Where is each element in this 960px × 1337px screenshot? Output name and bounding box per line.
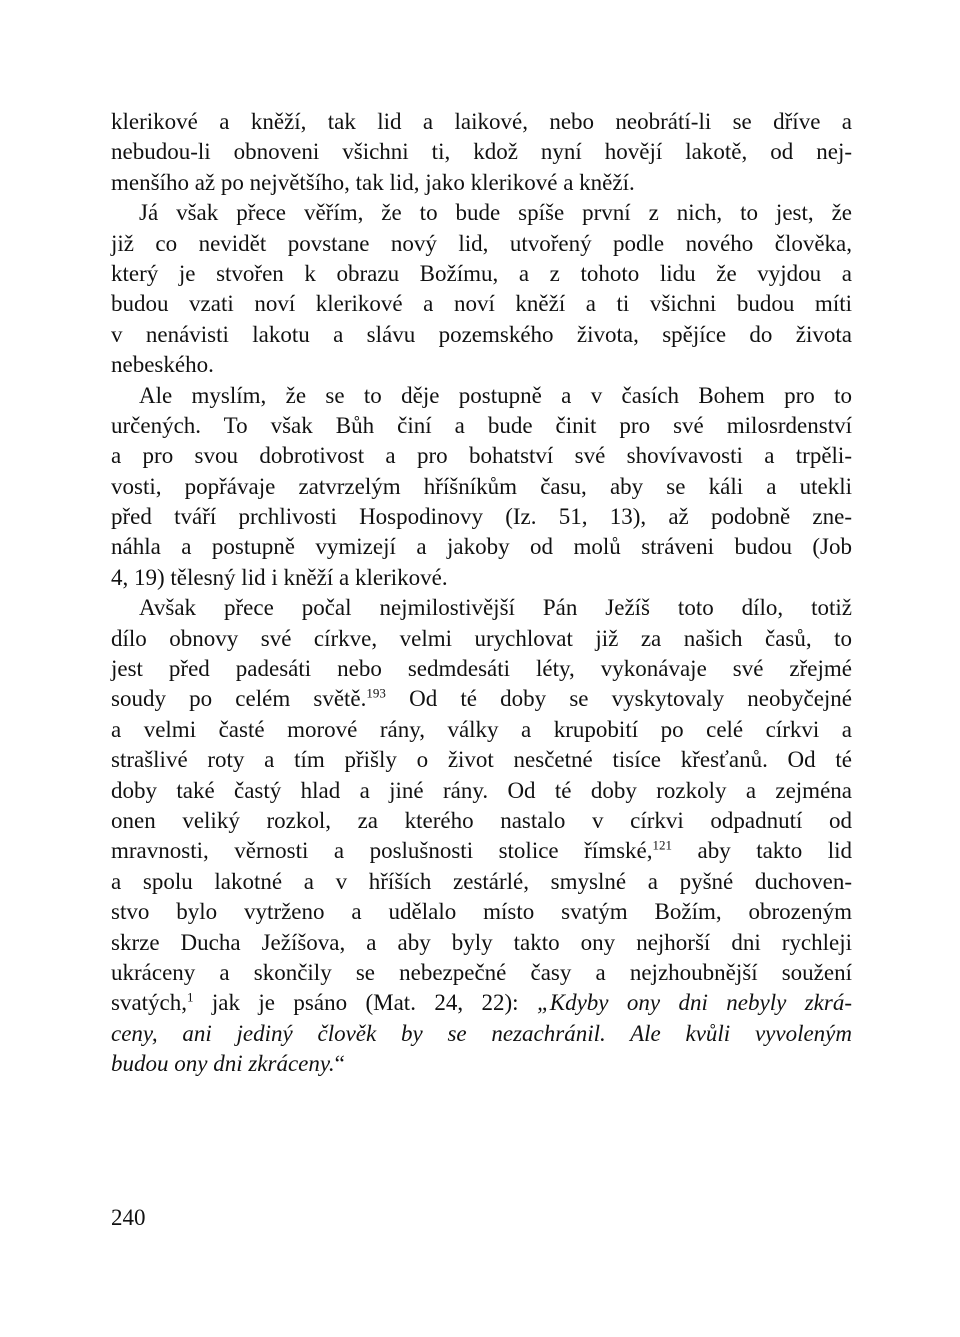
- text-span: menšího až po největšího, tak lid, jako klerikové a kněží.: [111, 169, 635, 195]
- text-line: [111, 137, 852, 167]
- text-span: Avšak přece počal nejmilostivější Pán Ježíš toto dílo, totiž: [139, 595, 852, 621]
- text-span: a velmi časté morové rány, války a krupobití po celé církvi a: [111, 716, 852, 742]
- footnote-ref: 121: [652, 837, 672, 853]
- text-line: [111, 745, 852, 775]
- text-span: onen veliký rozkol, za kterého nastalo v církvi odpadnutí od: [111, 807, 852, 833]
- text-span: a pro svou dobrotivost a pro bohatství své shovívavosti a trpěli-: [111, 443, 852, 469]
- footnote-ref: 1: [187, 989, 194, 1005]
- text-span: vosti, popřávaje zatvrzelým hříšníkům času, aby se káli a utekli: [111, 473, 852, 499]
- text-line: [111, 472, 852, 502]
- text-line: [111, 441, 852, 471]
- text-span: dílo obnovy své církve, velmi urychlovat již za našich časů, to: [111, 625, 852, 651]
- text-span: ukráceny a skončily se nebezpečné časy a nejzhoubnější soužení: [111, 959, 852, 985]
- text-line: [111, 168, 852, 198]
- text-span: nebeského.: [111, 352, 214, 378]
- text-line: [111, 502, 852, 532]
- text-line: [111, 229, 852, 259]
- text-line: [111, 381, 852, 411]
- italic-quote: ceny, ani jediný člověk by se nezachránil. Ale kvůli vyvoleným: [111, 1020, 852, 1046]
- text-line: [111, 928, 852, 958]
- text-line: [111, 715, 852, 745]
- text-span: a spolu lakotné a v hříších zestárlé, smyslné a pyšné duchoven-: [111, 868, 852, 894]
- body-text: [111, 107, 852, 1080]
- text-span: jak je psáno (Mat. 24, 22):: [193, 990, 537, 1016]
- text-span: určených. To však Bůh činí a bude činit pro své milosrdenství: [111, 412, 852, 438]
- text-line: [111, 867, 852, 897]
- text-span: náhla a postupně vymizejí a jakoby od molů stráveni budou (Job: [111, 534, 852, 560]
- text-line: [111, 289, 852, 319]
- italic-quote: „Kdyby ony dni nebyly zkrá-: [536, 990, 852, 1016]
- text-span: strašlivé roty a tím přišly o život nesčetné tisíce křesťanů. Od té: [111, 747, 852, 773]
- text-span: již co nevidět povstane nový lid, utvořený podle nového člověka,: [111, 230, 852, 256]
- italic-quote: budou ony dni zkráceny.: [111, 1051, 335, 1077]
- footnote-ref: 193: [366, 685, 386, 701]
- text-span: nebudou-li obnoveni všichni ti, kdož nyní hovějí lakotě, od nej-: [111, 139, 852, 165]
- text-line: [111, 320, 852, 350]
- text-span: před tváří prchlivosti Hospodinovy (Iz. 51, 13), až podobně zne-: [111, 504, 852, 530]
- text-line: [111, 958, 852, 988]
- text-span: Já však přece věřím, že to bude spíše první z nich, to jest, že: [139, 200, 852, 226]
- text-span: 4, 19) tělesný lid i kněží a klerikové.: [111, 564, 448, 590]
- text-line: [111, 654, 852, 684]
- text-span: soudy po celém světě.: [111, 686, 367, 712]
- text-span: stvo bylo vytrženo a udělalo místo svatým Božím, obrozeným: [111, 899, 852, 925]
- text-line: [111, 897, 852, 927]
- page-number: 240: [111, 1205, 146, 1230]
- text-line: [111, 593, 852, 623]
- text-span: jest před padesáti nebo sedmdesáti léty, vykonávaje své zřejmé: [111, 656, 852, 682]
- text-span: budou vzati noví klerikové a noví kněží a ti všichni budou míti: [111, 291, 852, 317]
- text-span: mravnosti, věrnosti a poslušnosti stolice římské,: [111, 838, 653, 864]
- text-span: v nenávisti lakotu a slávu pozemského života, spějíce do života: [111, 321, 852, 347]
- text-span: svatých,: [111, 990, 188, 1016]
- text-span: “: [334, 1051, 345, 1077]
- text-line: [111, 411, 852, 441]
- text-span: klerikové a kněží, tak lid a laikové, nebo neobrátí-li se dříve a: [111, 109, 852, 134]
- text-span: Od té doby se vyskytovaly neobyčejné: [385, 686, 852, 712]
- text-span: aby takto lid: [671, 838, 852, 864]
- text-line: [111, 1049, 852, 1079]
- text-line: [111, 350, 852, 380]
- text-line: [111, 988, 852, 1018]
- text-span: doby také častý hlad a jiné rány. Od té doby rozkoly a zejména: [111, 777, 852, 803]
- text-line: [111, 563, 852, 593]
- text-line: [111, 107, 852, 137]
- text-line: [111, 624, 852, 654]
- text-line: [111, 198, 852, 228]
- text-span: Ale myslím, že se to děje postupně a v časích Bohem pro to: [139, 382, 852, 408]
- text-line: [111, 532, 852, 562]
- text-line: [111, 806, 852, 836]
- text-span: který je stvořen k obrazu Božímu, a z tohoto lidu že vyjdou a: [111, 260, 852, 286]
- text-line: [111, 836, 852, 866]
- text-span: skrze Ducha Ježíšova, a aby byly takto ony nejhorší dni rychleji: [111, 929, 852, 955]
- text-line: [111, 684, 852, 714]
- text-line: [111, 1019, 852, 1049]
- text-line: [111, 776, 852, 806]
- text-line: [111, 259, 852, 289]
